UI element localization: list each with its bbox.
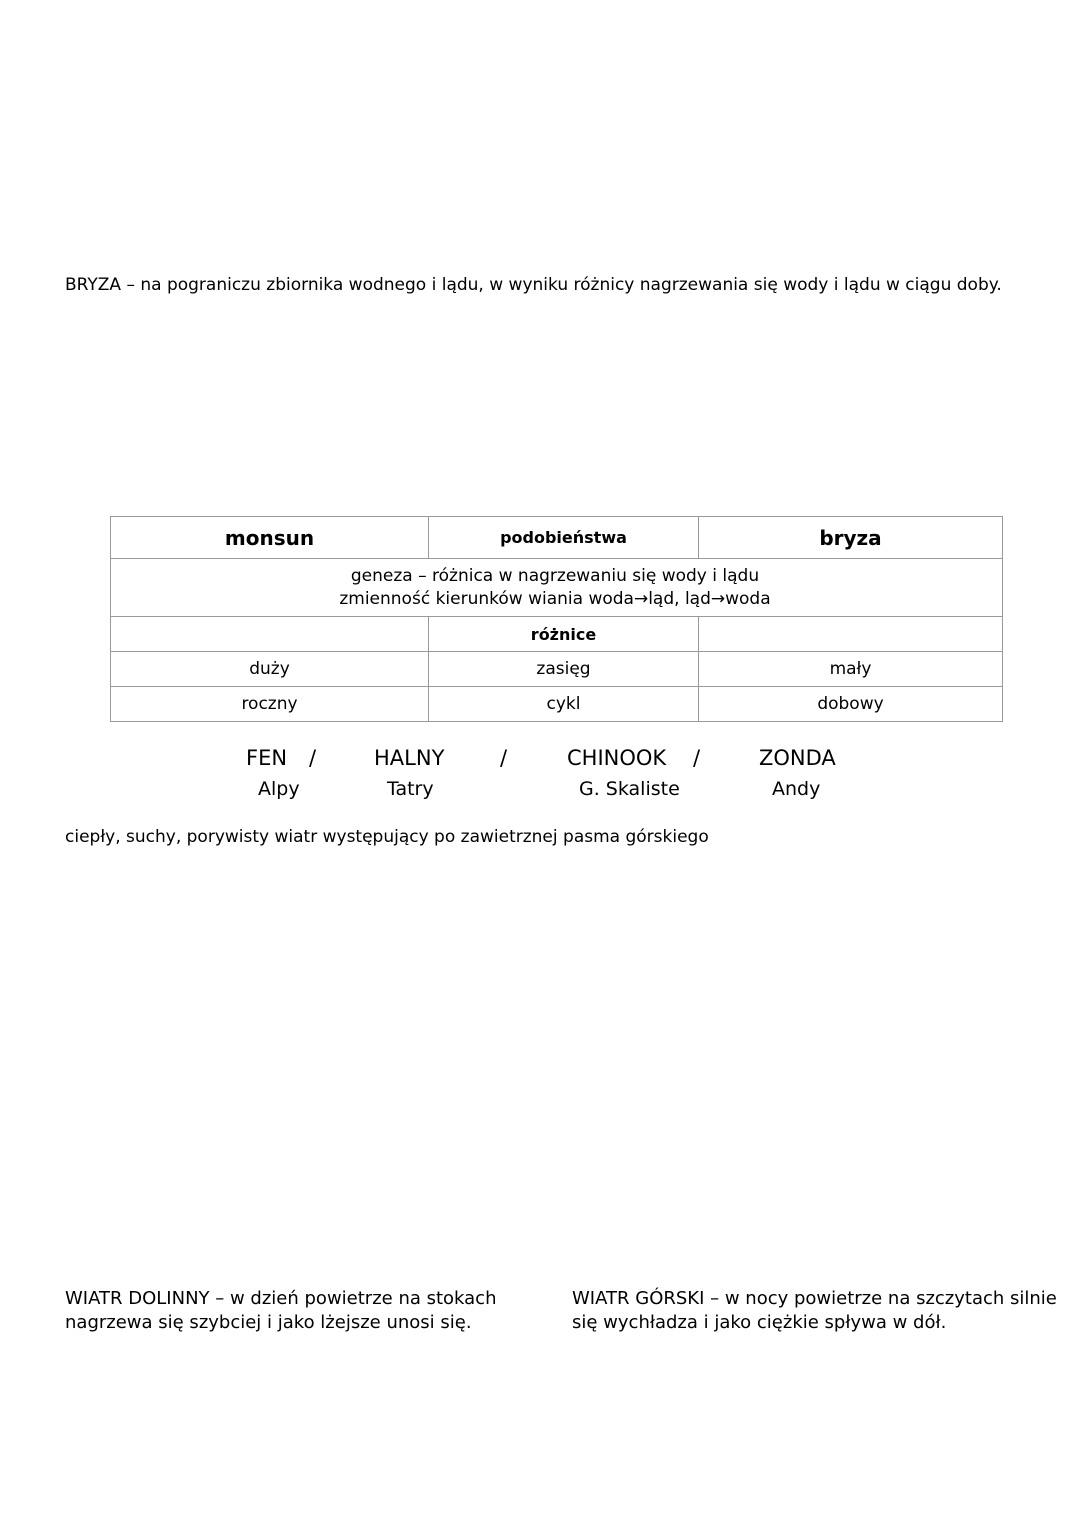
wind-place-tatry: Tatry	[387, 778, 434, 800]
comparison-table	[110, 516, 1003, 722]
wind-place-alpy: Alpy	[258, 778, 300, 800]
cell-monsun-cycle: roczny	[111, 687, 429, 722]
table-row	[111, 652, 1003, 687]
valley-wind-line-1: WIATR DOLINNY – w dzień powietrze na stokach	[65, 1288, 497, 1309]
cell-range-label: zasięg	[429, 652, 699, 687]
table-header-row	[111, 517, 1003, 559]
genesis-row	[111, 559, 1003, 617]
wind-place-andy: Andy	[772, 778, 821, 800]
mountain-wind-line-2: się wychładza i jako ciężkie spływa w dół.	[572, 1312, 947, 1333]
genesis-line-1: geneza – różnica w nagrzewaniu się wody i lądu	[350, 565, 760, 586]
differences-header-row	[111, 617, 1003, 652]
valley-wind-line-2: nagrzewa się szybciej i jako lżejsze unosi się.	[65, 1312, 472, 1333]
mountain-wind-line-1: WIATR GÓRSKI – w nocy powietrze na szczytach silnie	[572, 1288, 1057, 1309]
cell-cycle-label: cykl	[429, 687, 699, 722]
mountain-wind-definition	[572, 1287, 1057, 1335]
wind-name-chinook: CHINOOK	[567, 746, 667, 770]
genesis-line-2: zmienność kierunków wiania woda→ląd, ląd→woda	[339, 588, 771, 609]
wind-name-zonda: ZONDA	[759, 746, 836, 770]
wind-place-g-skaliste: G. Skaliste	[579, 778, 680, 800]
genesis-cell	[111, 559, 1003, 617]
wind-name-fen: FEN	[246, 746, 288, 770]
separator: /	[309, 746, 317, 770]
cell-bryza-range: mały	[699, 652, 1003, 687]
empty-cell-left	[111, 617, 429, 652]
valley-wind-definition	[65, 1287, 497, 1335]
table-row	[111, 687, 1003, 722]
separator: /	[693, 746, 701, 770]
cell-monsun-range: duży	[111, 652, 429, 687]
header-similarities: podobieństwa	[429, 517, 699, 559]
differences-label: różnice	[429, 617, 699, 652]
cell-bryza-cycle: dobowy	[699, 687, 1003, 722]
foehn-definition: ciepły, suchy, porywisty wiatr występujący po zawietrznej pasma górskiego	[65, 827, 709, 847]
header-bryza: bryza	[699, 517, 1003, 559]
wind-name-halny: HALNY	[374, 746, 445, 770]
bryza-definition: BRYZA – na pograniczu zbiornika wodnego i lądu, w wyniku różnicy nagrzewania się wody i lądu w ciągu doby.	[65, 275, 1002, 295]
empty-cell-right	[699, 617, 1003, 652]
header-monsun: monsun	[111, 517, 429, 559]
separator: /	[500, 746, 508, 770]
